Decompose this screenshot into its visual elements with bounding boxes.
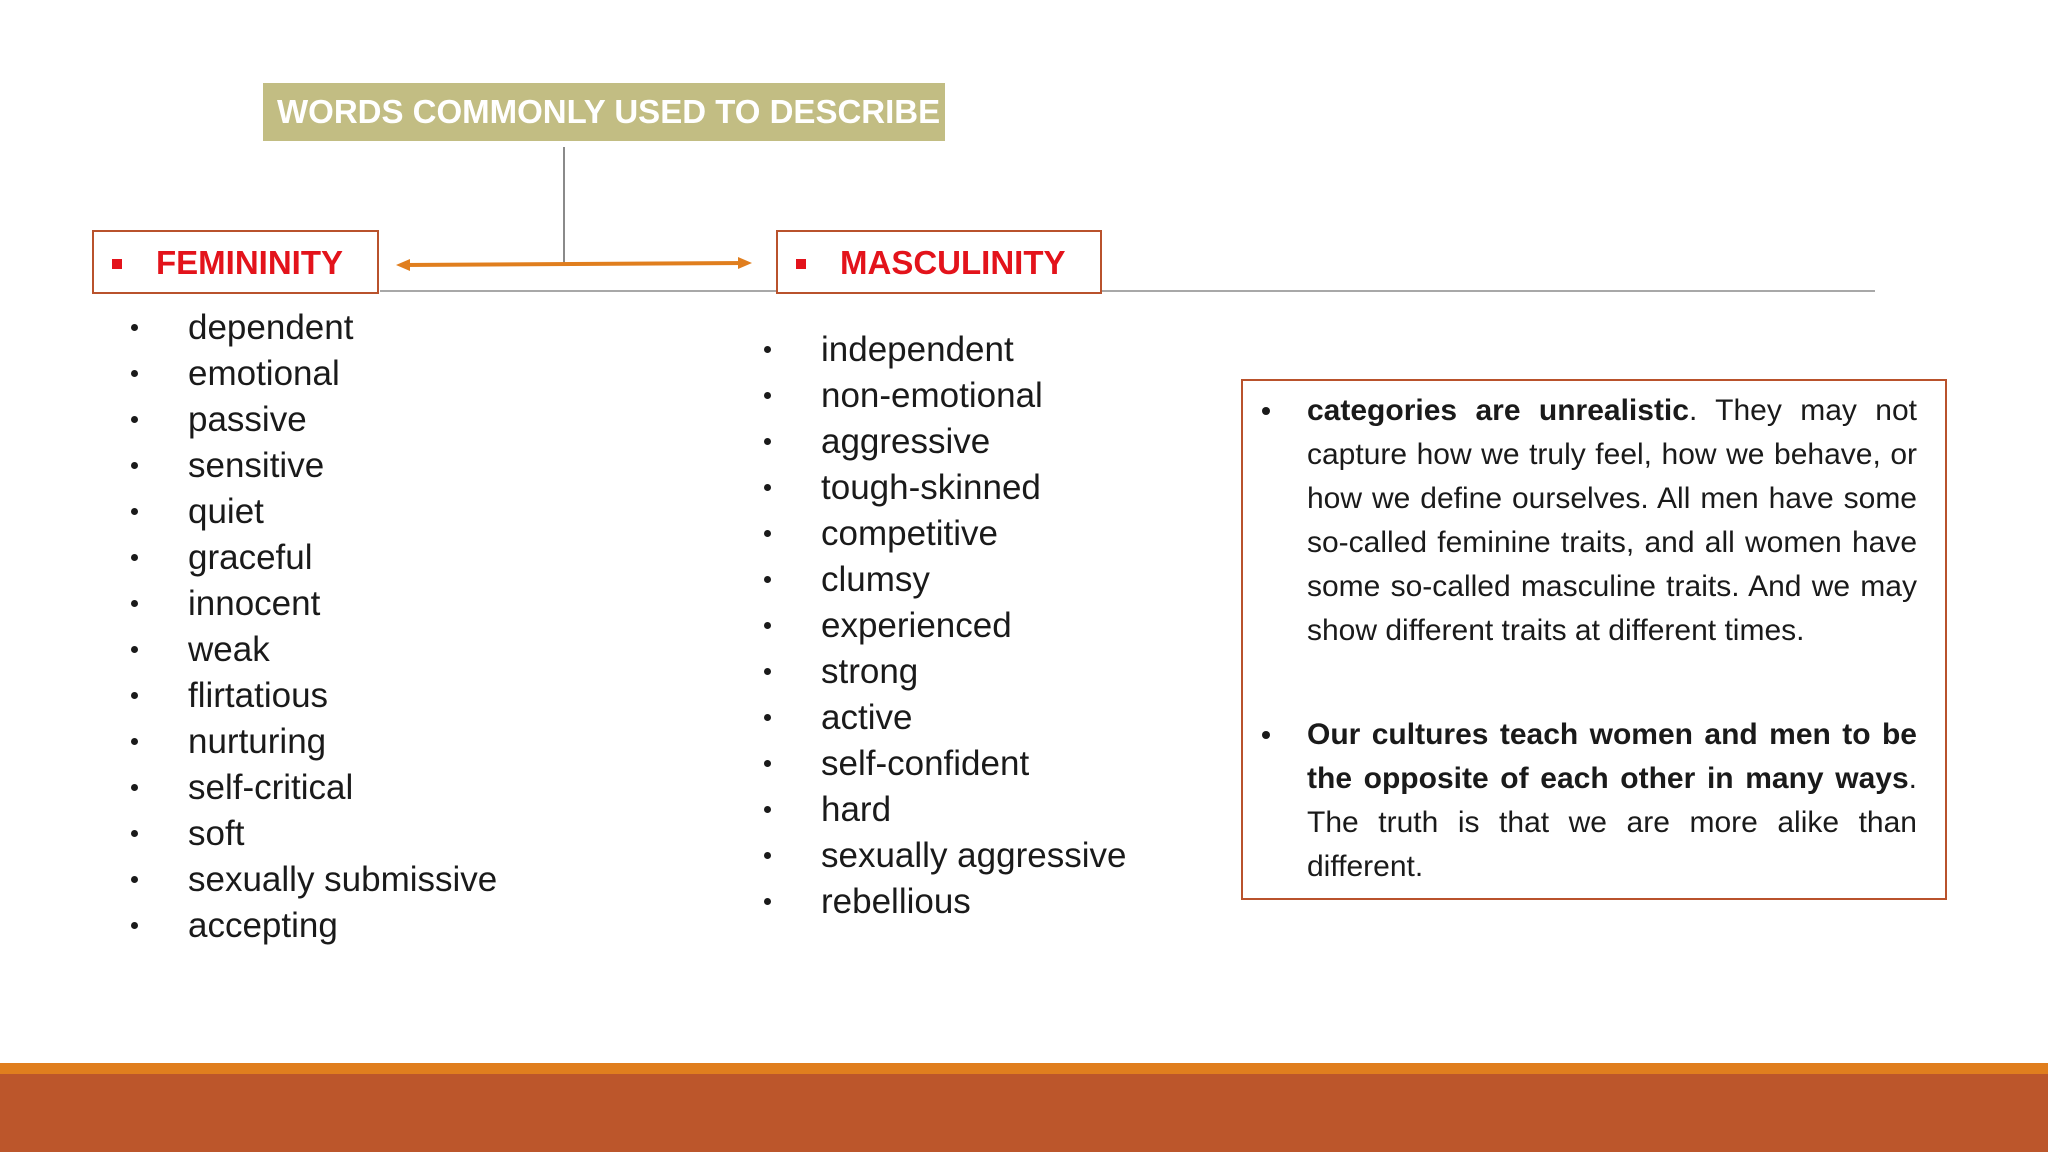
- word-item: [764, 419, 1224, 465]
- word-item: [764, 557, 1224, 603]
- word-item: [764, 787, 1224, 833]
- word-item: [131, 535, 591, 581]
- word-item: [764, 511, 1224, 557]
- word-text: active: [821, 698, 913, 737]
- masculinity-word-list: [764, 327, 1224, 925]
- word-text: self-critical: [188, 768, 354, 807]
- word-item: [131, 351, 591, 397]
- bullet-icon: [1262, 731, 1270, 739]
- word-text: experienced: [821, 606, 1012, 645]
- word-text: nurturing: [188, 722, 327, 761]
- word-text: rebellious: [821, 882, 971, 921]
- word-text: weak: [188, 630, 270, 669]
- word-item: [131, 811, 591, 857]
- word-text: competitive: [821, 514, 999, 553]
- bullet-icon: [131, 462, 138, 469]
- bullet-icon: [1262, 407, 1270, 415]
- word-item: [764, 879, 1224, 925]
- bullet-icon: [764, 576, 771, 583]
- bullet-icon: [764, 852, 771, 859]
- word-item: [764, 649, 1224, 695]
- word-text: sexually submissive: [188, 860, 498, 899]
- word-item: [131, 443, 591, 489]
- femininity-word-list: [131, 305, 591, 949]
- bullet-icon: [131, 600, 138, 607]
- word-item: [764, 373, 1224, 419]
- word-item: [131, 489, 591, 535]
- word-item: [131, 857, 591, 903]
- bullet-icon: [764, 530, 771, 537]
- arrow-head-left: [396, 259, 410, 271]
- explanation-note: [1307, 389, 1917, 653]
- bullet-icon: [764, 622, 771, 629]
- bullet-icon: [131, 416, 138, 423]
- word-item: [764, 327, 1224, 373]
- bullet-icon: [764, 714, 771, 721]
- bullet-icon: [131, 830, 138, 837]
- note-text: . They may not capture how we truly feel, how we behave, or how we define ourselves. All men have some so-called feminine traits, and all women have some so-called masculine traits. And we may show different traits at different times.: [1307, 394, 1917, 647]
- bullet-icon: [131, 554, 138, 561]
- arrow-head-right: [738, 257, 752, 269]
- bullet-icon: [131, 876, 138, 883]
- word-text: strong: [821, 652, 919, 691]
- word-item: [764, 603, 1224, 649]
- bullet-icon: [131, 692, 138, 699]
- word-text: tough-skinned: [821, 468, 1041, 507]
- word-item: [131, 765, 591, 811]
- note-bold-text: categories are unrealistic: [1307, 394, 1689, 427]
- word-item: [131, 397, 591, 443]
- word-text: soft: [188, 814, 245, 853]
- bullet-icon: [131, 784, 138, 791]
- word-item: [131, 719, 591, 765]
- bullet-icon: [764, 484, 771, 491]
- femininity-heading: FEMININITY: [156, 244, 343, 281]
- bullet-icon: [764, 806, 771, 813]
- double-arrow-shaft: [404, 263, 746, 265]
- footer-stripe: [0, 1063, 2048, 1074]
- word-text: dependent: [188, 308, 354, 347]
- bullet-icon: [764, 438, 771, 445]
- word-item: [131, 581, 591, 627]
- bullet-icon: [764, 760, 771, 767]
- word-item: [131, 903, 591, 949]
- word-item: [764, 741, 1224, 787]
- word-text: hard: [821, 790, 892, 829]
- bullet-icon: [131, 922, 138, 929]
- femininity-heading-box: [92, 230, 379, 294]
- note-bold-text: Our cultures teach women and men to be the opposite of each other in many ways: [1307, 718, 1917, 795]
- word-text: non-emotional: [821, 376, 1043, 415]
- word-text: innocent: [188, 584, 321, 623]
- masculinity-heading-box: [776, 230, 1102, 294]
- bullet-icon: [131, 324, 138, 331]
- note-text: . The truth is that we are more alike than different.: [1307, 762, 1917, 883]
- word-item: [131, 305, 591, 351]
- word-item: [764, 465, 1224, 511]
- bullet-icon: [131, 646, 138, 653]
- word-text: quiet: [188, 492, 264, 531]
- square-bullet-icon: [796, 259, 806, 269]
- word-text: independent: [821, 330, 1014, 369]
- masculinity-heading: MASCULINITY: [840, 244, 1066, 281]
- explanation-box: [1241, 379, 1947, 900]
- word-item: [764, 695, 1224, 741]
- word-text: sexually aggressive: [821, 836, 1127, 875]
- bullet-icon: [131, 370, 138, 377]
- bullet-icon: [131, 508, 138, 515]
- word-text: passive: [188, 400, 307, 439]
- bullet-icon: [764, 392, 771, 399]
- bullet-icon: [764, 898, 771, 905]
- word-text: flirtatious: [188, 676, 329, 715]
- explanation-note: [1307, 713, 1917, 889]
- bullet-icon: [131, 738, 138, 745]
- slide-title: WORDS COMMONLY USED TO DESCRIBE: [263, 83, 945, 141]
- word-text: self-confident: [821, 744, 1030, 783]
- word-text: sensitive: [188, 446, 325, 485]
- word-item: [764, 833, 1224, 879]
- word-text: graceful: [188, 538, 313, 577]
- word-item: [131, 627, 591, 673]
- footer-band: [0, 1074, 2048, 1152]
- word-text: accepting: [188, 906, 338, 945]
- word-text: clumsy: [821, 560, 930, 599]
- square-bullet-icon: [112, 259, 122, 269]
- bullet-icon: [764, 668, 771, 675]
- bullet-icon: [764, 346, 771, 353]
- word-text: emotional: [188, 354, 340, 393]
- word-text: aggressive: [821, 422, 991, 461]
- word-item: [131, 673, 591, 719]
